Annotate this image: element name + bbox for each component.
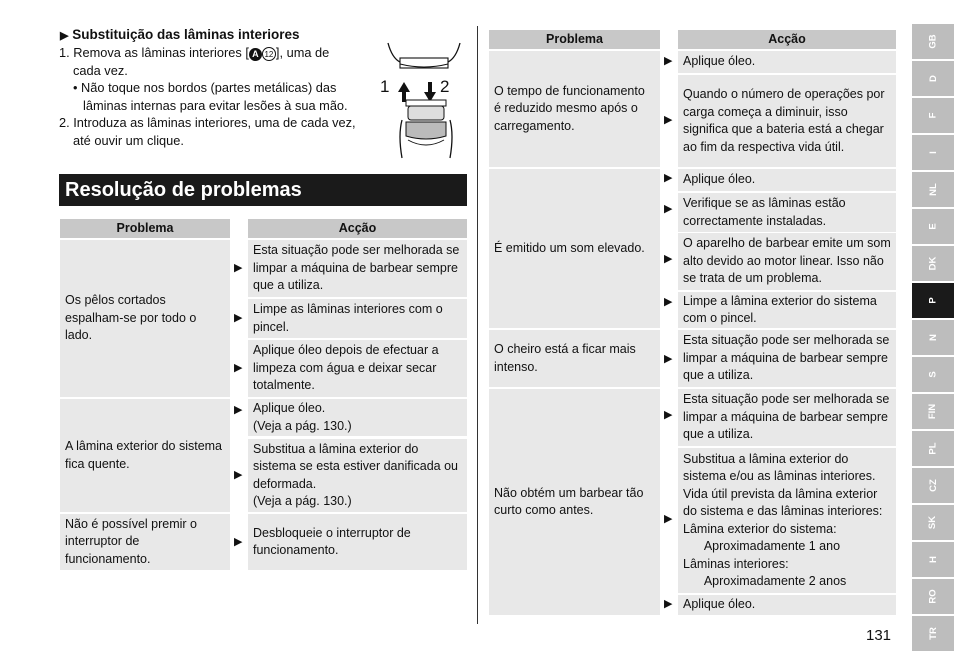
action-cell bbox=[678, 51, 896, 73]
action-text: Aplique óleo. bbox=[683, 54, 756, 69]
shaver-illustration bbox=[378, 40, 470, 162]
action-text: Esta situação pode ser melhorada se limpar a máquina de barbear sempre que a utiliza. bbox=[683, 392, 893, 442]
language-tab-label: E bbox=[927, 223, 939, 230]
language-tab-label: PL bbox=[927, 442, 939, 455]
arrow-icon: ▶ bbox=[234, 469, 243, 481]
language-tab-n[interactable] bbox=[912, 320, 954, 355]
language-tab-gb[interactable] bbox=[912, 24, 954, 59]
action-text: Verifique se as lâminas estão correctamente instaladas. bbox=[683, 196, 850, 228]
arrow-icon: ▶ bbox=[664, 172, 673, 184]
table-header-problem: Problema bbox=[60, 219, 230, 238]
action-text: Aplique óleo. bbox=[683, 597, 756, 612]
action-text: O aparelho de barbear emite um som alto devido ao motor linear. Isso não se trata de um problema. bbox=[683, 236, 895, 286]
action-cell bbox=[248, 240, 467, 297]
action-cell bbox=[678, 595, 896, 615]
language-tab-label: S bbox=[927, 371, 939, 378]
step-1: 1. Remova as lâminas interiores [ A 12 ], uma de bbox=[59, 45, 330, 60]
arrow-icon: ▶ bbox=[664, 598, 673, 610]
language-tab-label: RO bbox=[927, 589, 939, 604]
arrow-icon: ▶ bbox=[664, 253, 673, 265]
language-tab-e[interactable] bbox=[912, 209, 954, 244]
language-tab-label: N bbox=[927, 334, 939, 341]
action-text: Limpe as lâminas interiores com o pincel. bbox=[253, 302, 447, 334]
section-heading: ▶ Substituição das lâminas interiores bbox=[60, 27, 300, 42]
problem-text: Não é possível premir o interruptor de funcionamento. bbox=[65, 516, 198, 566]
action-text: Aplique óleo depois de efectuar a limpeza com água e deixar secar totalmente. bbox=[253, 343, 443, 393]
language-tab-tr[interactable] bbox=[912, 616, 954, 651]
language-tab-i[interactable] bbox=[912, 135, 954, 170]
language-tab-label: NL bbox=[927, 183, 939, 196]
column-divider bbox=[477, 26, 478, 624]
table-header-problem: Problema bbox=[489, 30, 660, 49]
action-cell bbox=[678, 448, 896, 593]
action-cell bbox=[678, 292, 896, 328]
language-tab-s[interactable] bbox=[912, 357, 954, 392]
action-text: Substitua a lâmina exterior do sistema e/ou as lâminas interiores. Vida útil prevista da lâmina exterior do sistema e das lâminas interiores: Lâmina exterior do sistema: Aproximadamente 1 ano Lâminas interiores: Aproximadamente 2 anos bbox=[683, 451, 883, 588]
action-text: Esta situação pode ser melhorada se limpar a máquina de barbear sempre que a utiliza. bbox=[253, 243, 463, 293]
problem-cell bbox=[60, 514, 230, 570]
language-tab-label: DK bbox=[927, 256, 939, 271]
language-tab-fin[interactable] bbox=[912, 394, 954, 429]
badge-a: A bbox=[249, 48, 262, 61]
action-cell bbox=[678, 330, 896, 387]
action-cell bbox=[678, 193, 896, 232]
arrow-icon: ▶ bbox=[234, 312, 243, 324]
language-tab-label: FIN bbox=[927, 403, 939, 420]
language-tab-pl[interactable] bbox=[912, 431, 954, 466]
action-cell bbox=[248, 340, 467, 397]
arrow-icon: ▶ bbox=[664, 296, 673, 308]
arrow-icon: ▶ bbox=[664, 203, 673, 215]
language-tab-label: P bbox=[927, 297, 939, 304]
problem-text: A lâmina exterior do sistema fica quente. bbox=[65, 439, 223, 471]
language-tab-label: D bbox=[927, 75, 939, 82]
language-tab-label: TR bbox=[927, 627, 939, 640]
language-tab-label: H bbox=[927, 556, 939, 563]
arrow-icon: ▶ bbox=[664, 353, 673, 365]
language-tab-ro[interactable] bbox=[912, 579, 954, 614]
action-cell bbox=[678, 389, 896, 446]
problem-cell bbox=[489, 169, 660, 328]
arrow-icon: ▶ bbox=[664, 513, 673, 525]
arrow-icon: ▶ bbox=[234, 404, 243, 416]
problem-text: É emitido um som elevado. bbox=[494, 240, 645, 255]
instructions: 1. Remova as lâminas interiores [ A 12 ], uma de cada vez. • Não toque nos bordos (partes metálicas) das lâminas internas para evitar lesões à sua mão. 2. Introduza as lâminas interiores, uma de cada vez, até ouvir um clique. bbox=[59, 44, 379, 149]
action-text: Esta situação pode ser melhorada se limpar a máquina de barbear sempre que a utiliza. bbox=[683, 333, 893, 383]
problem-text: Não obtém um barbear tão curto como antes. bbox=[494, 485, 644, 517]
language-tab-d[interactable] bbox=[912, 61, 954, 96]
language-tab-label: CZ bbox=[927, 479, 939, 492]
page-title: Resolução de problemas bbox=[59, 174, 467, 206]
language-tab-cz[interactable] bbox=[912, 468, 954, 503]
figure-label-2: 2 bbox=[440, 77, 450, 96]
problem-text: O cheiro está a ficar mais intenso. bbox=[494, 342, 636, 374]
problem-text: Os pêlos cortados espalham-se por todo o lado. bbox=[65, 293, 197, 343]
arrow-icon: ▶ bbox=[664, 55, 673, 67]
problem-cell bbox=[489, 330, 660, 387]
action-cell bbox=[248, 399, 467, 436]
language-tab-label: GB bbox=[927, 34, 939, 49]
action-text: Limpe a lâmina exterior do sistema com o pincel. bbox=[683, 293, 881, 325]
problem-cell bbox=[489, 51, 660, 167]
action-text: Desbloqueie o interruptor de funcionamento. bbox=[253, 525, 415, 557]
table-header-action: Acção bbox=[248, 219, 467, 238]
action-cell bbox=[678, 169, 896, 191]
language-tab-h[interactable] bbox=[912, 542, 954, 577]
language-tab-nl[interactable] bbox=[912, 172, 954, 207]
arrow-icon: ▶ bbox=[664, 114, 673, 126]
arrow-icon: ▶ bbox=[234, 536, 243, 548]
action-cell bbox=[248, 299, 467, 338]
table-header-action: Acção bbox=[678, 30, 896, 49]
triangle-bullet-icon: ▶ bbox=[60, 30, 69, 42]
language-tab-p[interactable] bbox=[912, 283, 954, 318]
page-number: 131 bbox=[866, 627, 892, 644]
action-cell bbox=[678, 233, 896, 290]
arrow-icon: ▶ bbox=[664, 409, 673, 421]
action-text: Quando o número de operações por carga começa a diminuir, isso significa que a bateria está a chegar ao fim da respectiva vida útil. bbox=[683, 87, 889, 154]
language-tab-label: SK bbox=[927, 515, 939, 530]
arrow-icon: ▶ bbox=[234, 262, 243, 274]
action-cell bbox=[248, 514, 467, 570]
action-text: Aplique óleo. bbox=[683, 172, 756, 187]
ref-circle: 12 bbox=[262, 47, 276, 61]
action-text: Aplique óleo. (Veja a pág. 130.) bbox=[253, 401, 352, 433]
problem-text: O tempo de funcionamento é reduzido mesmo após o carregamento. bbox=[494, 83, 645, 133]
action-text: Substitua a lâmina exterior do sistema se esta estiver danificada ou deformada. (Veja a pág. 130.) bbox=[253, 441, 458, 508]
figure-label-1: 1 bbox=[380, 77, 390, 96]
action-cell bbox=[248, 439, 467, 512]
problem-cell bbox=[60, 399, 230, 512]
language-tab-label: I bbox=[927, 151, 939, 154]
language-tab-dk[interactable] bbox=[912, 246, 954, 281]
language-tab-sk[interactable] bbox=[912, 505, 954, 540]
language-tab-label: F bbox=[927, 112, 939, 119]
problem-cell bbox=[60, 240, 230, 397]
action-cell bbox=[678, 75, 896, 167]
language-tab-f[interactable] bbox=[912, 98, 954, 133]
arrow-icon: ▶ bbox=[234, 362, 243, 374]
problem-cell bbox=[489, 389, 660, 615]
